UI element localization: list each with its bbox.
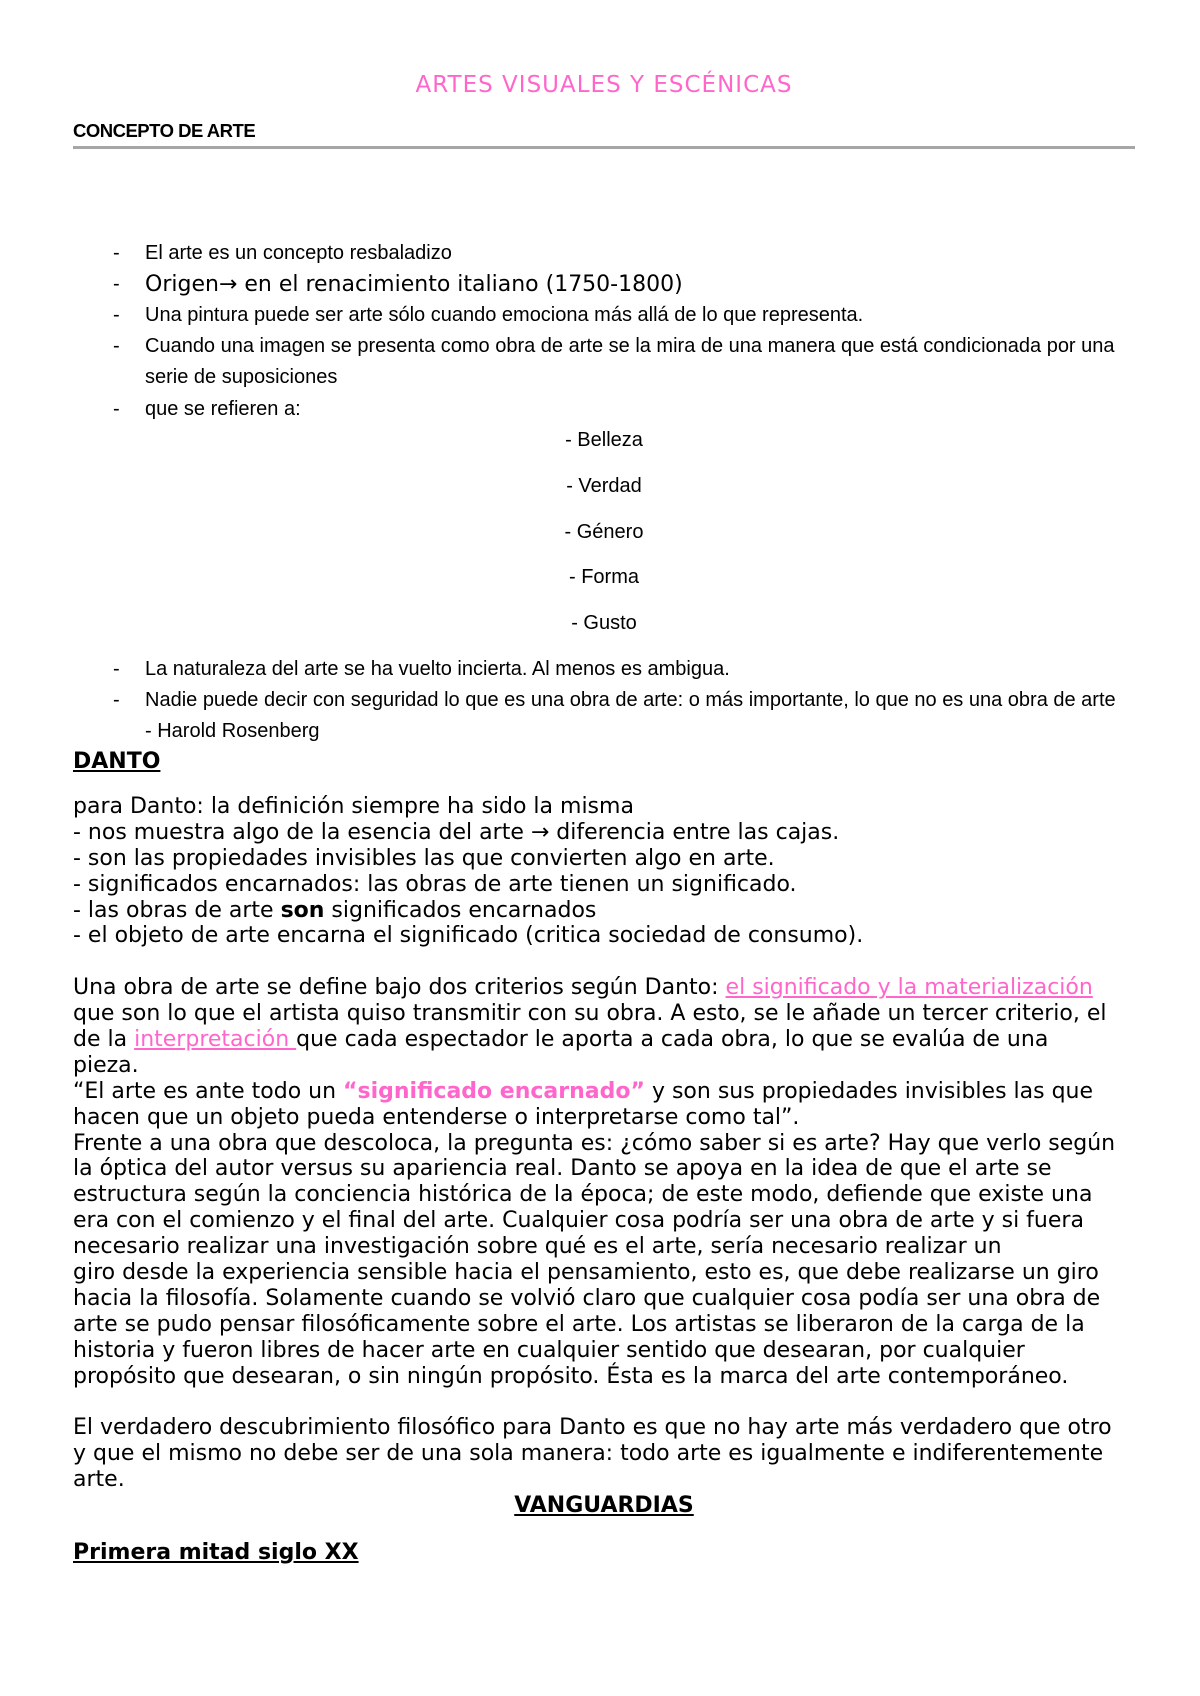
quote-attribution: - Harold Rosenberg: [145, 720, 320, 742]
criteria-item: - Forma: [569, 566, 639, 589]
text-line: y que el mismo no debe ser de una sola manera: todo arte es igualmente e indiferentemente: [73, 1441, 1104, 1467]
highlighted-text: el significado y la materialización: [725, 975, 1093, 1001]
criteria-list: [73, 418, 1135, 647]
text-run: “El arte es ante todo un: [73, 1078, 344, 1104]
blank-line: [73, 949, 1135, 975]
bullet-line: Cuando una imagen se presenta como obra de arte se la mira de una manera que está condicionada por una: [145, 335, 1115, 357]
text-run: - las obras de arte: [73, 897, 281, 923]
text-line: hacia la filosofía. Solamente cuando se volvió claro que cualquier cosa podía ser una obra de: [73, 1285, 1101, 1311]
criteria-item: - Género: [564, 520, 644, 543]
text-run: y son sus propiedades invisibles las que: [644, 1078, 1094, 1104]
bullet-item: [0, 331, 1200, 393]
bullet-text: [145, 685, 1200, 747]
text-line: necesario realizar una investigación sobre qué es el arte, sería necesario realizar un: [73, 1234, 1002, 1260]
bullet-marker: -: [113, 658, 120, 680]
bullet-text: [145, 331, 1200, 393]
bullet-marker: -: [113, 273, 120, 295]
bullet-text: [145, 269, 1200, 300]
text-line: pieza.: [73, 1052, 139, 1078]
text-line: giro desde la experiencia sensible hacia el pensamiento, esto es, que debe realizarse un giro: [73, 1260, 1099, 1286]
bullet-line: que se refieren a:: [145, 398, 301, 420]
bullet-line: La naturaleza del arte se ha vuelto incierta. Al menos es ambigua.: [145, 658, 730, 680]
bullet-item: [0, 269, 1200, 300]
text-line: [73, 1027, 1135, 1053]
emphasized-text: “significado encarnado”: [343, 1078, 645, 1104]
subheading-primera-mitad: Primera mitad siglo XX: [73, 1540, 359, 1565]
section-heading-danto: DANTO: [73, 749, 161, 774]
text-line: propósito que desearan, o sin ningún propósito. Ésta es la marca del arte contemporáneo.: [73, 1363, 1069, 1389]
text-line: El verdadero descubrimiento filosófico para Danto es que no hay arte más verdadero que otro: [73, 1415, 1112, 1441]
bullet-marker: -: [113, 335, 120, 357]
text-line: - significados encarnados: las obras de arte tienen un significado.: [73, 871, 797, 897]
highlighted-text: interpretación: [134, 1027, 297, 1053]
text-run: de la: [73, 1027, 135, 1053]
text-line: arte.: [73, 1467, 125, 1493]
bullet-line: Origen→ en el renacimiento italiano (1750-1800): [145, 272, 683, 297]
bullet-text: [145, 300, 1200, 331]
text-line: era con el comienzo y el final del arte. Cualquier cosa podría ser una obra de arte y si fuera: [73, 1208, 1084, 1234]
text-line: [73, 975, 1135, 1001]
text-run: significados encarnados: [324, 897, 597, 923]
text-run: Una obra de arte se define bajo dos criterios según Danto:: [73, 975, 726, 1001]
text-line: historia y fueron libres de hacer arte en cualquier sentido que desearan, por cualquier: [73, 1337, 1025, 1363]
bullet-line: Nadie puede decir con seguridad lo que es una obra de arte: o más importante, lo que no es una obra de arte: [145, 689, 1116, 711]
text-line: [73, 898, 1135, 924]
text-line: la óptica del autor versus su apariencia real. Danto se apoya en la idea de que el arte se: [73, 1156, 1052, 1182]
text-line: que son lo que el artista quiso transmitir con su obra. A esto, se le añade un tercer criterio, el: [73, 1001, 1107, 1027]
text-run: que cada espectador le aporta a cada obra, lo que se evalúa de una: [296, 1027, 1049, 1053]
text-line: estructura según la conciencia histórica de la época; de este modo, defiende que existe una: [73, 1182, 1093, 1208]
bullet-item: [0, 654, 1200, 685]
section-heading-concepto: CONCEPTO DE ARTE: [73, 120, 256, 141]
bullet-text: [145, 654, 1200, 685]
bullet-marker: -: [113, 304, 120, 326]
text-line: para Danto: la definición siempre ha sido la misma: [73, 794, 634, 819]
text-line: [73, 1079, 1135, 1105]
bullet-line: serie de suposiciones: [145, 366, 338, 388]
blank-line: [73, 1389, 1135, 1415]
bullet-marker: -: [113, 398, 120, 420]
text-line: - nos muestra algo de la esencia del arte → diferencia entre las cajas.: [73, 819, 840, 845]
criteria-item: - Belleza: [565, 429, 643, 451]
bullet-text: [145, 238, 1200, 269]
document-title: ARTES VISUALES Y ESCÉNICAS: [415, 72, 793, 98]
bullet-item: [0, 685, 1200, 747]
text-line: - el objeto de arte encarna el significado (critica sociedad de consumo).: [73, 923, 864, 949]
text-line: hacen que un objeto pueda entenderse o interpretarse como tal”.: [73, 1104, 800, 1130]
bullet-marker: -: [113, 689, 120, 711]
heading-rule: [73, 146, 1135, 149]
criteria-item: - Gusto: [571, 612, 637, 634]
bullet-line: El arte es un concepto resbaladizo: [145, 242, 452, 264]
danto-body: [73, 794, 1135, 1519]
vanguardias-heading-row: [73, 1493, 1135, 1519]
text-line: Frente a una obra que descoloca, la pregunta es: ¿cómo saber si es arte? Hay que verlo según: [73, 1130, 1116, 1156]
bullet-item: [0, 300, 1200, 331]
text-line: - son las propiedades invisibles las que convierten algo en arte.: [73, 845, 775, 871]
bold-text: son: [280, 897, 325, 923]
bullet-line: Una pintura puede ser arte sólo cuando emociona más allá de lo que representa.: [145, 304, 864, 326]
section-heading-vanguardias: VANGUARDIAS: [514, 1493, 694, 1519]
bullet-item: [0, 238, 1200, 269]
text-line: arte se pudo pensar filosóficamente sobre el arte. Los artistas se liberaron de la carga de la: [73, 1311, 1085, 1337]
criteria-item: - Verdad: [566, 474, 642, 497]
bullet-marker: -: [113, 242, 120, 264]
